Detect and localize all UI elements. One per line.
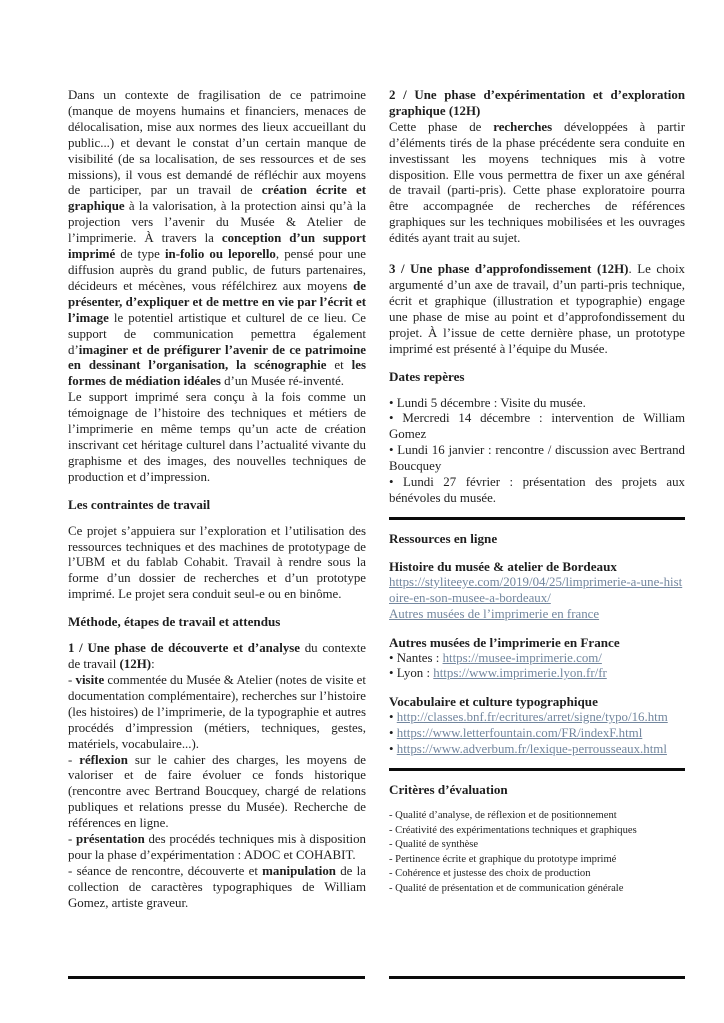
paragraph — [389, 575, 685, 607]
criteria-item — [389, 838, 685, 853]
hyperlink[interactable]: https://www.imprimerie.lyon.fr/fr — [433, 666, 607, 681]
paragraph — [389, 607, 685, 623]
divider-rule — [389, 517, 685, 520]
text-run: • Lyon : — [389, 666, 434, 681]
paragraph — [389, 443, 685, 475]
text-run: • — [389, 710, 397, 725]
text-run: des procédés techniques mis à disposition pour la phase d’expérimentation : ADOC et COHABIT. — [68, 832, 367, 862]
text-run: réflexion — [79, 752, 128, 767]
text-run: commentée du Musée & Atelier (notes de visite et documentation complémentaire), recherches sur l’histoire (les histoires) de l’imprimerie, de la typographie et autres procédés d’impression (métiers, techniques, gestes, matériels, vocabulaire...). — [68, 673, 366, 751]
text-run: . Le choix argumenté d’un axe de travail, d’un parti-pris technique, écrit et graphique (illustration et typographie) engage une phase de mise au point et d’approfondissement du projet. À l’issue de cette dernière phase, un prototype imprimé est présenté à l’équipe du Musée. — [389, 262, 685, 356]
paragraph — [389, 411, 685, 443]
text-run: les formes de médiation idéales — [68, 358, 366, 389]
text-run: de présenter, d’expliquer et de mettre en vie par l’écrit et l’image — [68, 278, 366, 325]
text-run: • Lundi 27 février : présentation des projets aux bénévoles du musée. — [389, 475, 685, 505]
text-run: Dates repères — [389, 368, 465, 384]
text-run: Autres musées de l’imprimerie en France — [389, 634, 620, 650]
paragraph — [389, 651, 685, 667]
text-run: développées à partir d’éléments tirés de la phase précédente sera conduite en investissant les moyens techniques mis à votre disposition. Elle vous permettra de fixer un axe général de travail (parti-pris). Cette phase exploratoire pourra être accompagnée de recherches de références graphiques sur les techniques mobilisées et les ouvrages édités ayant trait au sujet. — [389, 119, 686, 246]
resource-group-heading — [389, 694, 685, 710]
text-run: Histoire du musée & atelier de Bordeaux — [389, 558, 617, 574]
left-column — [68, 88, 366, 912]
text-run: recherches — [493, 119, 553, 134]
paragraph — [68, 641, 366, 673]
criteria-item — [389, 867, 685, 882]
text-run: présentation — [76, 832, 145, 847]
text-run: - Qualité de synthèse — [389, 839, 479, 851]
text-run: in-folio ou leporello — [164, 247, 276, 262]
text-run: - — [68, 832, 76, 847]
text-run: Cette phase de — [389, 119, 494, 134]
text-run: Critères d’évaluation — [389, 782, 508, 798]
text-run: - Cohérence et justesse des choix de production — [389, 868, 591, 880]
text-run: Vocabulaire et culture typographique — [389, 694, 598, 710]
hyperlink[interactable]: Autres musées de l’imprimerie en france — [389, 606, 600, 621]
section-heading — [68, 614, 366, 630]
text-run: Les contraintes de travail — [68, 496, 211, 512]
text-run: - Pertinence écrite et graphique du prototype imprimé — [389, 853, 617, 865]
paragraph — [389, 710, 685, 726]
text-run: Dans un contexte de fragilisation de ce patrimoine (manque de moyens humains et financiers, menaces de délocalisation, mise aux normes des lieux accueillant du public...) et devant le constat d’un certain manque de visibilité (de sa localisation, de ses ressources et de ses missions), il vous est demandé de réfléchir aux moyens de participer, par un travail de — [68, 88, 366, 198]
text-run: • Lundi 5 décembre : Visite du musée. — [389, 395, 586, 410]
text-run: • Nantes : — [389, 650, 443, 665]
text-run: Méthode, étapes de travail et attendus — [68, 614, 281, 630]
hyperlink[interactable]: https://styliteeye.com/2019/04/25/limprimerie-a-une-histoire-en-son-musee-a-bordeaux/ — [389, 574, 683, 605]
text-run: à la valorisation, à la protection ainsi qu’à la projection vers l’avenir du Musée & Atelier de l’imprimerie. À travers la — [68, 199, 366, 246]
resource-group-heading — [389, 559, 685, 575]
text-run: - Qualité d’analyse, de réflexion et de positionnement — [389, 810, 617, 822]
paragraph — [68, 88, 366, 390]
paragraph — [68, 753, 366, 833]
section-heading — [68, 497, 366, 513]
paragraph — [389, 666, 685, 682]
text-run: d’un Musée ré-inventé. — [220, 374, 345, 389]
text-run: Ce projet s’appuiera sur l’exploration et l’utilisation des ressources techniques et des machines de prototypage de l’UBM et du fablab Cohabit. Travail à rendre sous la forme d’un dossier de recherches et d’un prototype imprimé. Le projet sera conduit seul-e ou en binôme. — [68, 523, 366, 602]
text-run: - Qualité de présentation et de communication générale — [389, 883, 624, 895]
criteria-item — [389, 882, 685, 897]
divider-rule — [68, 976, 365, 979]
paragraph — [68, 864, 366, 912]
text-run: - séance de rencontre, découverte et — [68, 863, 263, 878]
text-run: sur le cahier des charges, les moyens de valoriser et de faire évoluer ce fonds historique (rencontre avec Bertrand Boucquey, chargé de relations publiques et relations presse du Musée). Recherche de références en ligne. — [68, 752, 367, 831]
paragraph — [68, 390, 366, 485]
section-heading — [389, 369, 685, 385]
text-run: Le support imprimé sera conçu à la fois comme un témoignage de l’histoire des techniques et métiers de l’imprimerie en même temps qu’un acte de création inscrivant cet héritage culturel dans l’actualité vivante du graphisme et des images, des nouvelles techniques de production et d’impression. — [68, 390, 366, 484]
text-run: 1 / Une phase de découverte et d’analyse — [68, 641, 301, 656]
text-run: visite — [75, 673, 105, 687]
text-run: le potentiel artistique et culturel de ce lieu. Ce support de communication pemettra également d’ — [68, 310, 366, 357]
text-run: : — [151, 657, 155, 672]
section-heading — [389, 531, 685, 547]
text-run: - — [68, 673, 76, 687]
text-run: 3 / Une phase d’approfondissement (12H) — [389, 262, 629, 277]
criteria-item — [389, 809, 685, 824]
paragraph — [389, 262, 685, 357]
paragraph — [68, 832, 366, 864]
text-run: • Mercredi 14 décembre : intervention de William Gomez — [389, 411, 685, 442]
text-run: et — [326, 358, 352, 373]
text-run: du contexte de travail — [68, 641, 366, 672]
resource-group-heading — [389, 635, 685, 651]
text-run: 2 / Une phase d’expérimentation et d’exploration graphique (12H) — [389, 88, 685, 118]
hyperlink[interactable]: https://www.letterfountain.com/FR/indexF.html — [396, 726, 643, 741]
paragraph — [68, 673, 366, 753]
hyperlink[interactable]: https://musee-imprimerie.com/ — [442, 650, 602, 665]
paragraph — [389, 88, 685, 247]
text-run: • Lundi 16 janvier : rencontre / discussion avec Bertrand Boucquey — [389, 443, 685, 474]
text-run: Ressources en ligne — [389, 530, 498, 546]
hyperlink[interactable]: http://classes.bnf.fr/ecritures/arret/signe/typo/16.htm — [396, 710, 668, 725]
text-run: • — [389, 726, 397, 741]
text-run: conception d’un support imprimé — [68, 231, 366, 262]
hyperlink[interactable]: https://www.adverbum.fr/lexique-perrousseaux.html — [396, 742, 667, 757]
text-run: - — [68, 752, 80, 767]
divider-rule — [389, 768, 685, 771]
paragraph — [389, 396, 685, 412]
criteria-item — [389, 824, 685, 839]
paragraph — [68, 524, 366, 604]
criteria-item — [389, 853, 685, 868]
text-run: de type — [115, 247, 165, 262]
paragraph — [389, 742, 685, 758]
text-run: • — [389, 742, 397, 757]
paragraph — [389, 726, 685, 742]
divider-rule — [389, 976, 685, 979]
section-heading — [389, 782, 685, 798]
text-run: imaginer et de préfigurer l’avenir de ce patrimoine en dessinant l’organisation, la scénographie — [68, 342, 366, 373]
text-run: , pensé pour une diffusion auprès du grand public, de futurs partenaires, décideurs et mécènes, vous réfélchirez aux moyens — [68, 247, 367, 293]
text-run: - Créativité des expérimentations techniques et graphiques — [389, 824, 637, 836]
text-run: (12H) — [119, 657, 152, 672]
text-run: de la collection de caractères typographiques de William Gomez, artiste graveur. — [68, 863, 366, 910]
text-run: manipulation — [262, 863, 336, 878]
right-column — [389, 88, 685, 897]
text-run: création écrite et graphique — [68, 183, 366, 214]
paragraph — [389, 475, 685, 507]
